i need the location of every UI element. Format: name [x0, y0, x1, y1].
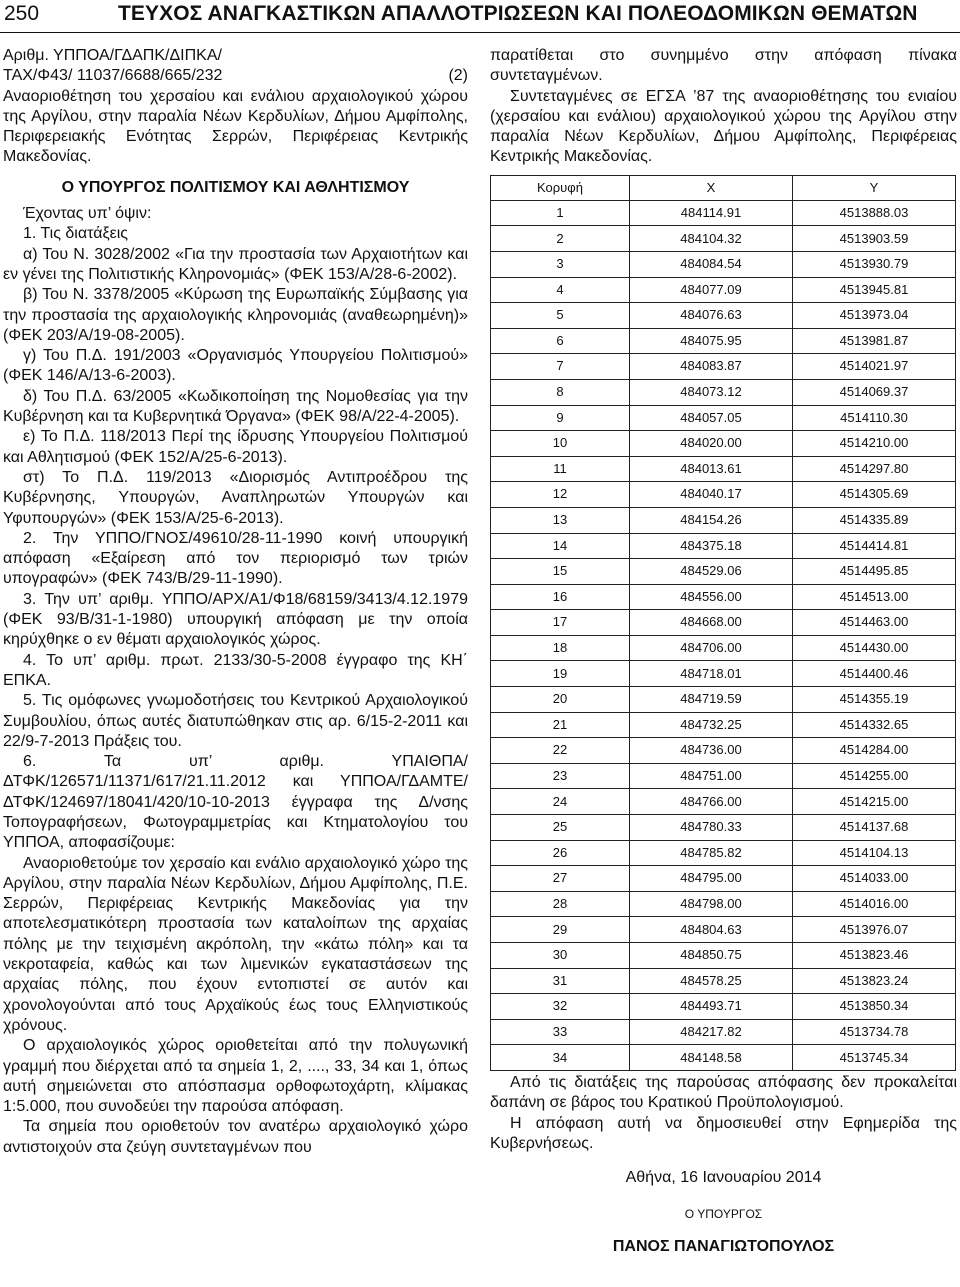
cell-vertex: 24 [491, 789, 630, 815]
table-row [491, 763, 956, 789]
table-header-vertex: Κορυφή [491, 175, 630, 200]
table-row [491, 533, 956, 559]
table-row [491, 226, 956, 252]
cell-x: 484766.00 [630, 789, 793, 815]
cell-y: 4514069.37 [793, 379, 956, 405]
cell-vertex: 33 [491, 1019, 630, 1045]
cell-vertex: 5 [491, 303, 630, 329]
cell-vertex: 10 [491, 431, 630, 457]
cell-x: 484114.91 [630, 200, 793, 226]
cell-vertex: 31 [491, 968, 630, 994]
table-row [491, 328, 956, 354]
cell-x: 484718.01 [630, 661, 793, 687]
table-row [491, 354, 956, 380]
item-1f: στ) Το Π.Δ. 119/2013 «Διορισμός Αντιπροέδρου της Κυβέρνησης, Υπουργών, Αναπληρωτών Υπουργών και Υφυπουργών» (ΦΕΚ 153/Α/25-6-2013). [3, 468, 468, 527]
item-1e: ε) Το Π.Δ. 118/2013 Περί της ίδρυσης Υπουργείου Πολιτισμού και Αθλητισμού (ΦΕΚ 152/Α/25-6-2013). [3, 428, 468, 466]
item-5: 5. Τις ομόφωνες γνωμοδοτήσεις του Κεντρικού Αρχαιολογικού Συμβουλίου, όπως αυτές διατυπώθηκαν στις αρ. 6/15-2-2011 και 22/9-7-2013 Πράξεις του. [3, 692, 468, 750]
item-1d: δ) Του Π.Δ. 63/2005 «Κωδικοποίηση της Νομοθεσίας για την Κυβέρνηση και τα Κυβερνητικά Όργανα» (ΦΕΚ 98/Α/22-4-2005). [3, 387, 468, 426]
signer-title: Ο ΥΠΟΥΡΓΟΣ [684, 1207, 763, 1222]
cell-y: 4514355.19 [793, 687, 956, 713]
cell-vertex: 28 [491, 891, 630, 917]
decision-paragraph-1: Αναοριοθετούμε τον χερσαίο και ενάλιο αρχαιολογικό χώρο της Αργίλου, στην παραλία Νέων Κερδυλίων, Δήμου Αμφίπολης, Π.Ε. Σερρών, Περιφέρειας Κεντρικής Μακεδονίας για την αποτελεσματικότερη προστασία των καταλοίπων της αρχαίας πόλης με την τειχισμένη ακρόπολη, την «κάτω πόλη» και τα νεκροταφεία, καθώς και των λιμενικών εγκαταστάσεων της αρχαίας πόλης, που έχουν εντοπιστεί σε αυτόν και χρονολογούνται από τους Αρχαϊκούς έως τους Ελληνιστικούς χρόνους. [3, 854, 468, 1034]
table-row [491, 251, 956, 277]
decision-title: Αναοριοθέτηση του χερσαίου και ενάλιου αρχαιολογικού χώρου της Αργίλου, στην παραλία Νέων Κερδυλίων, Δήμου Αμφίπολης, Περιφερειακής Ενότητας Σερρών, Περιφέρειας Κεντρικής Μακεδονίας. [3, 87, 468, 166]
cell-x: 484719.59 [630, 687, 793, 713]
table-row [491, 482, 956, 508]
cell-vertex: 6 [491, 328, 630, 354]
table-row [491, 687, 956, 713]
left-column [3, 46, 468, 1158]
item-1b: β) Του Ν. 3378/2005 «Κύρωση της Ευρωπαϊκής Σύμβασης για την προστασία της αρχαιολογικής κληρονομιάς (αναθεωρημένη)» (ΦΕΚ 203/Α/19-08-2005). [3, 286, 468, 344]
cell-vertex: 18 [491, 635, 630, 661]
cell-y: 4513903.59 [793, 226, 956, 252]
cell-x: 484804.63 [630, 917, 793, 943]
cell-x: 484075.95 [630, 328, 793, 354]
cell-y: 4514033.00 [793, 866, 956, 892]
cell-x: 484148.58 [630, 1045, 793, 1071]
cell-vertex: 17 [491, 610, 630, 636]
table-row [491, 635, 956, 661]
cell-y: 4514305.69 [793, 482, 956, 508]
table-row [491, 584, 956, 610]
cell-x: 484077.09 [630, 277, 793, 303]
item-4: 4. Το υπ’ αριθμ. πρωτ. 2133/30-5-2008 έγγραφο της ΚΗ΄ ΕΠΚΑ. [3, 651, 468, 689]
cell-vertex: 25 [491, 815, 630, 841]
cell-x: 484493.71 [630, 994, 793, 1020]
cell-vertex: 22 [491, 738, 630, 764]
table-row [491, 277, 956, 303]
item-1: 1. Τις διατάξεις [23, 225, 129, 243]
cell-vertex: 14 [491, 533, 630, 559]
cell-vertex: 27 [491, 866, 630, 892]
cell-x: 484785.82 [630, 840, 793, 866]
cell-y: 4513930.79 [793, 251, 956, 277]
running-title: ΤΕΥΧΟΣ ΑΝΑΓΚΑΣΤΙΚΩΝ ΑΠΑΛΛΟΤΡΙΩΣΕΩΝ ΚΑΙ ΠΟΛΕΟΔΟΜΙΚΩΝ ΘΕΜΑΤΩΝ [118, 2, 918, 25]
item-3: 3. Την υπ’ αριθμ. ΥΠΠΟ/ΑΡΧ/Α1/Φ18/68159/3413/4.12.1979 (ΦΕΚ 93/Β/31-1-1980) υπουργική απόφαση με την οποία κηρύχθηκε ο εν θέματι αρχαιολογικός χώρος. [3, 590, 468, 649]
table-body [491, 200, 956, 1070]
cell-y: 4514284.00 [793, 738, 956, 764]
table-row [491, 200, 956, 226]
cell-y: 4514110.30 [793, 405, 956, 431]
table-row [491, 815, 956, 841]
cell-x: 484104.32 [630, 226, 793, 252]
cell-y: 4513850.34 [793, 994, 956, 1020]
item-6: 6. Τα υπ’ αριθμ. ΥΠΑΙΘΠΑ/ΔΤΦΚ/126571/11371/617/21.11.2012 και ΥΠΠΟΑ/ΓΔΑΜΤΕ/ΔΤΦΚ/124697/18041/420/10-10-2013 έγγραφα της Δ/νσης Τοπογραφήσεων, Φωτογραμμετρίας και Κτηματολογίου του ΥΠΠΟΑ, αποφασίζουμε: [3, 753, 468, 852]
cell-vertex: 29 [491, 917, 630, 943]
cell-vertex: 7 [491, 354, 630, 380]
cell-x: 484084.54 [630, 251, 793, 277]
cell-x: 484732.25 [630, 712, 793, 738]
cell-x: 484013.61 [630, 456, 793, 482]
cell-y: 4514104.13 [793, 840, 956, 866]
table-row [491, 712, 956, 738]
having-regard: Έχοντας υπ’ όψιν: [23, 205, 152, 223]
table-row [491, 303, 956, 329]
cell-y: 4514335.89 [793, 507, 956, 533]
signature-date: Αθήνα, 16 Ιανουαρίου 2014 [625, 1169, 822, 1187]
cell-y: 4514400.46 [793, 661, 956, 687]
cell-x: 484057.05 [630, 405, 793, 431]
cell-vertex: 9 [491, 405, 630, 431]
decision-ref-line2: ΤΑΧ/Φ43/ 11037/6688/665/232 [3, 67, 223, 85]
cell-x: 484798.00 [630, 891, 793, 917]
cell-x: 484217.82 [630, 1019, 793, 1045]
coordinates-table [490, 175, 956, 1071]
cell-y: 4514210.00 [793, 431, 956, 457]
table-row [491, 379, 956, 405]
cell-x: 484040.17 [630, 482, 793, 508]
table-row [491, 431, 956, 457]
page-number: 250 [4, 2, 40, 25]
cell-x: 484706.00 [630, 635, 793, 661]
right-column [490, 46, 957, 1273]
table-header-y: Υ [793, 175, 956, 200]
table-row [491, 738, 956, 764]
cell-y: 4514430.00 [793, 635, 956, 661]
continuation-text: παρατίθεται στο συνημμένο στην απόφαση πίνακα συντεταγμένων. [490, 47, 957, 85]
decision-paragraph-2: Ο αρχαιολογικός χώρος οριοθετείται από την πολυγωνική γραμμή που διέρχεται από τα σημεία 1, 2, ...., 33, 34 και 1, όπως αυτή σημειώνεται στο απόσπασμα ορθοφωτοχάρτη, κλίμακας 1:5.000, που συνοδεύει την παρούσα απόφαση. [3, 1037, 468, 1116]
cell-vertex: 32 [491, 994, 630, 1020]
cell-x: 484083.87 [630, 354, 793, 380]
cell-vertex: 1 [491, 200, 630, 226]
table-row [491, 1045, 956, 1071]
cell-x: 484529.06 [630, 559, 793, 585]
cell-vertex: 8 [491, 379, 630, 405]
cell-x: 484795.00 [630, 866, 793, 892]
cell-vertex: 15 [491, 559, 630, 585]
cell-x: 484154.26 [630, 507, 793, 533]
table-row [491, 661, 956, 687]
authority-heading: Ο ΥΠΟΥΡΓΟΣ ΠΟΛΙΤΙΣΜΟΥ ΚΑΙ ΑΘΛΗΤΙΣΜΟΥ [61, 178, 410, 196]
cell-x: 484020.00 [630, 431, 793, 457]
cell-y: 4514016.00 [793, 891, 956, 917]
table-row [491, 943, 956, 969]
cell-y: 4514255.00 [793, 763, 956, 789]
table-row [491, 968, 956, 994]
cell-y: 4514495.85 [793, 559, 956, 585]
cell-x: 484578.25 [630, 968, 793, 994]
closing-section [490, 1073, 957, 1257]
cell-y: 4514463.00 [793, 610, 956, 636]
cost-statement: Από τις διατάξεις της παρούσας απόφασης δεν προκαλείται δαπάνη σε βάρος του Κρατικού Προϋπολογισμού. [490, 1073, 957, 1112]
table-row [491, 840, 956, 866]
cell-x: 484556.00 [630, 584, 793, 610]
table-row [491, 994, 956, 1020]
cell-y: 4513888.03 [793, 200, 956, 226]
cell-y: 4514414.81 [793, 533, 956, 559]
cell-vertex: 16 [491, 584, 630, 610]
item-2: 2. Την ΥΠΠΟ/ΓΝΟΣ/49610/28-11-1990 κοινή υπουργική απόφαση «Εξαίρεση από τον περιορισμό των τριών υπογραφών» (ΦΕΚ 743/Β/29-11-1990). [3, 529, 468, 588]
cell-y: 4514137.68 [793, 815, 956, 841]
decision-paragraph-3: Τα σημεία που οριοθετούν τον ανατέρω αρχαιολογικό χώρο αντιστοιχούν στα ζεύγη συντεταγμένων που [3, 1118, 468, 1156]
cell-vertex: 20 [491, 687, 630, 713]
table-header-x: Χ [630, 175, 793, 200]
table-row [491, 866, 956, 892]
page-header [0, 0, 960, 34]
cell-y: 4513823.46 [793, 943, 956, 969]
publish-statement: Η απόφαση αυτή να δημοσιευθεί στην Εφημερίδα της Κυβερνήσεως. [490, 1114, 957, 1152]
cell-y: 4513976.07 [793, 917, 956, 943]
cell-vertex: 26 [491, 840, 630, 866]
item-1c: γ) Του Π.Δ. 191/2003 «Οργανισμός Υπουργείου Πολιτισμού» (ΦΕΚ 146/Α/13-6-2003). [3, 347, 468, 385]
cell-y: 4513823.24 [793, 968, 956, 994]
cell-x: 484668.00 [630, 610, 793, 636]
cell-x: 484736.00 [630, 738, 793, 764]
cell-y: 4514021.97 [793, 354, 956, 380]
cell-y: 4514332.65 [793, 712, 956, 738]
table-row [491, 559, 956, 585]
cell-y: 4513945.81 [793, 277, 956, 303]
cell-x: 484751.00 [630, 763, 793, 789]
table-row [491, 610, 956, 636]
cell-vertex: 23 [491, 763, 630, 789]
table-header-row [491, 175, 956, 200]
coords-intro: Συντεταγμένες σε ΕΓΣΑ ’87 της αναοριοθέτησης του ενιαίου (χερσαίου και ενάλιου) αρχαιολογικού χώρου της Αργίλου στην παραλία Νέων Κερδυλίων, Δήμου Αμφίπολης, Περιφέρειας Κεντρικής Μακεδονίας. [490, 87, 957, 166]
signer-name: ΠΑΝΟΣ ΠΑΝΑΓΙΩΤΟΠΟΥΛΟΣ [612, 1237, 835, 1255]
table-row [491, 1019, 956, 1045]
cell-vertex: 21 [491, 712, 630, 738]
cell-vertex: 19 [491, 661, 630, 687]
table-row [491, 405, 956, 431]
cell-x: 484780.33 [630, 815, 793, 841]
cell-x: 484375.18 [630, 533, 793, 559]
cell-vertex: 12 [491, 482, 630, 508]
header-rule [0, 32, 960, 33]
table-row [491, 507, 956, 533]
table-row [491, 891, 956, 917]
cell-y: 4514513.00 [793, 584, 956, 610]
decision-ref-row [3, 66, 468, 86]
cell-y: 4514215.00 [793, 789, 956, 815]
decision-ref-number: (2) [448, 67, 468, 85]
table-row [491, 917, 956, 943]
cell-vertex: 11 [491, 456, 630, 482]
cell-y: 4513973.04 [793, 303, 956, 329]
cell-y: 4513745.34 [793, 1045, 956, 1071]
cell-vertex: 34 [491, 1045, 630, 1071]
cell-vertex: 3 [491, 251, 630, 277]
table-row [491, 456, 956, 482]
decision-ref-line1: Αριθμ. ΥΠΠΟΑ/ΓΔΑΠΚ/ΔΙΠΚΑ/ [3, 47, 222, 64]
cell-y: 4513734.78 [793, 1019, 956, 1045]
table-row [491, 789, 956, 815]
item-1a: α) Του Ν. 3028/2002 «Για την προστασία των Αρχαιοτήτων και εν γένει της Πολιτιστικής Κληρονομιάς» (ΦΕΚ 153/Α/28-6-2002). [3, 245, 468, 283]
cell-vertex: 13 [491, 507, 630, 533]
cell-x: 484076.63 [630, 303, 793, 329]
cell-vertex: 2 [491, 226, 630, 252]
cell-vertex: 30 [491, 943, 630, 969]
cell-y: 4514297.80 [793, 456, 956, 482]
cell-x: 484850.75 [630, 943, 793, 969]
cell-y: 4513981.87 [793, 328, 956, 354]
cell-vertex: 4 [491, 277, 630, 303]
cell-x: 484073.12 [630, 379, 793, 405]
